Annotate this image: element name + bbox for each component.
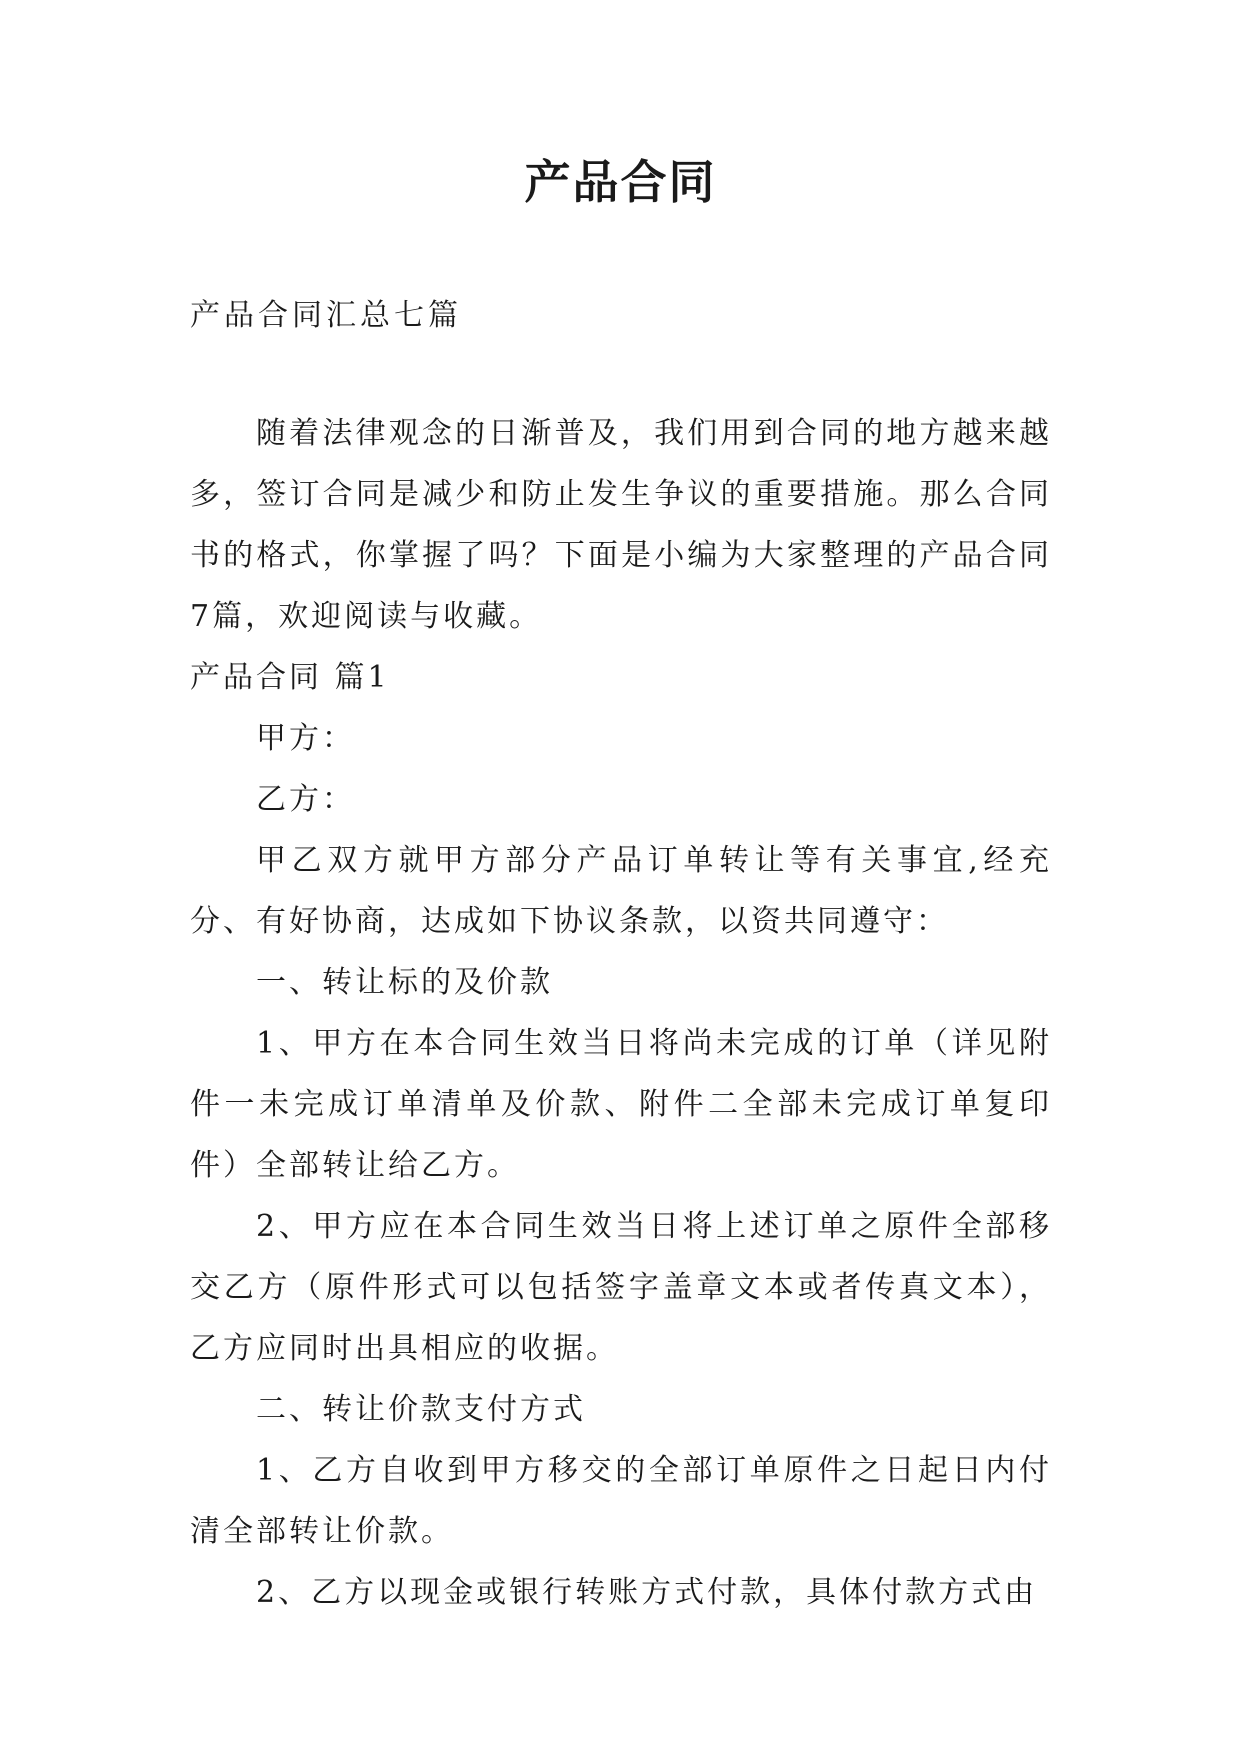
- paragraph: 甲乙双方就甲方部分产品订单转让等有关事宜,经充分、有好协商，达成如下协议条款，以资共同遵守：: [190, 843, 1052, 939]
- section-heading: 产品合同 篇1: [190, 660, 390, 695]
- clause-item: 1、甲方在本合同生效当日将尚未完成的订单（详见附件一未完成订单清单及价款、附件二全部未完成订单复印件）全部转让给乙方。: [190, 1026, 1052, 1183]
- document-body: [190, 403, 1052, 1623]
- clause-item: 2、甲方应在本合同生效当日将上述订单之原件全部移交乙方（原件形式可以包括签字盖章文本或者传真文本），乙方应同时出具相应的收据。: [190, 1209, 1052, 1366]
- document-title: 产品合同: [524, 155, 717, 209]
- clause-item: 2、乙方以现金或银行转账方式付款，具体付款方式由: [256, 1575, 1038, 1610]
- clause-item: 1、乙方自收到甲方移交的全部订单原件之日起日内付清全部转让价款。: [190, 1453, 1052, 1549]
- paragraph: 随着法律观念的日渐普及，我们用到合同的地方越来越多，签订合同是减少和防止发生争议的重要措施。那么合同书的格式，你掌握了吗？下面是小编为大家整理的产品合同7篇，欢迎阅读与收藏。: [190, 416, 1052, 634]
- party-a-line: 甲方：: [256, 721, 355, 756]
- clause-heading: 一、转让标的及价款: [256, 965, 553, 1000]
- document-subtitle: 产品合同汇总七篇: [190, 298, 462, 333]
- party-b-line: 乙方：: [256, 782, 355, 817]
- clause-heading: 二、转让价款支付方式: [256, 1392, 586, 1427]
